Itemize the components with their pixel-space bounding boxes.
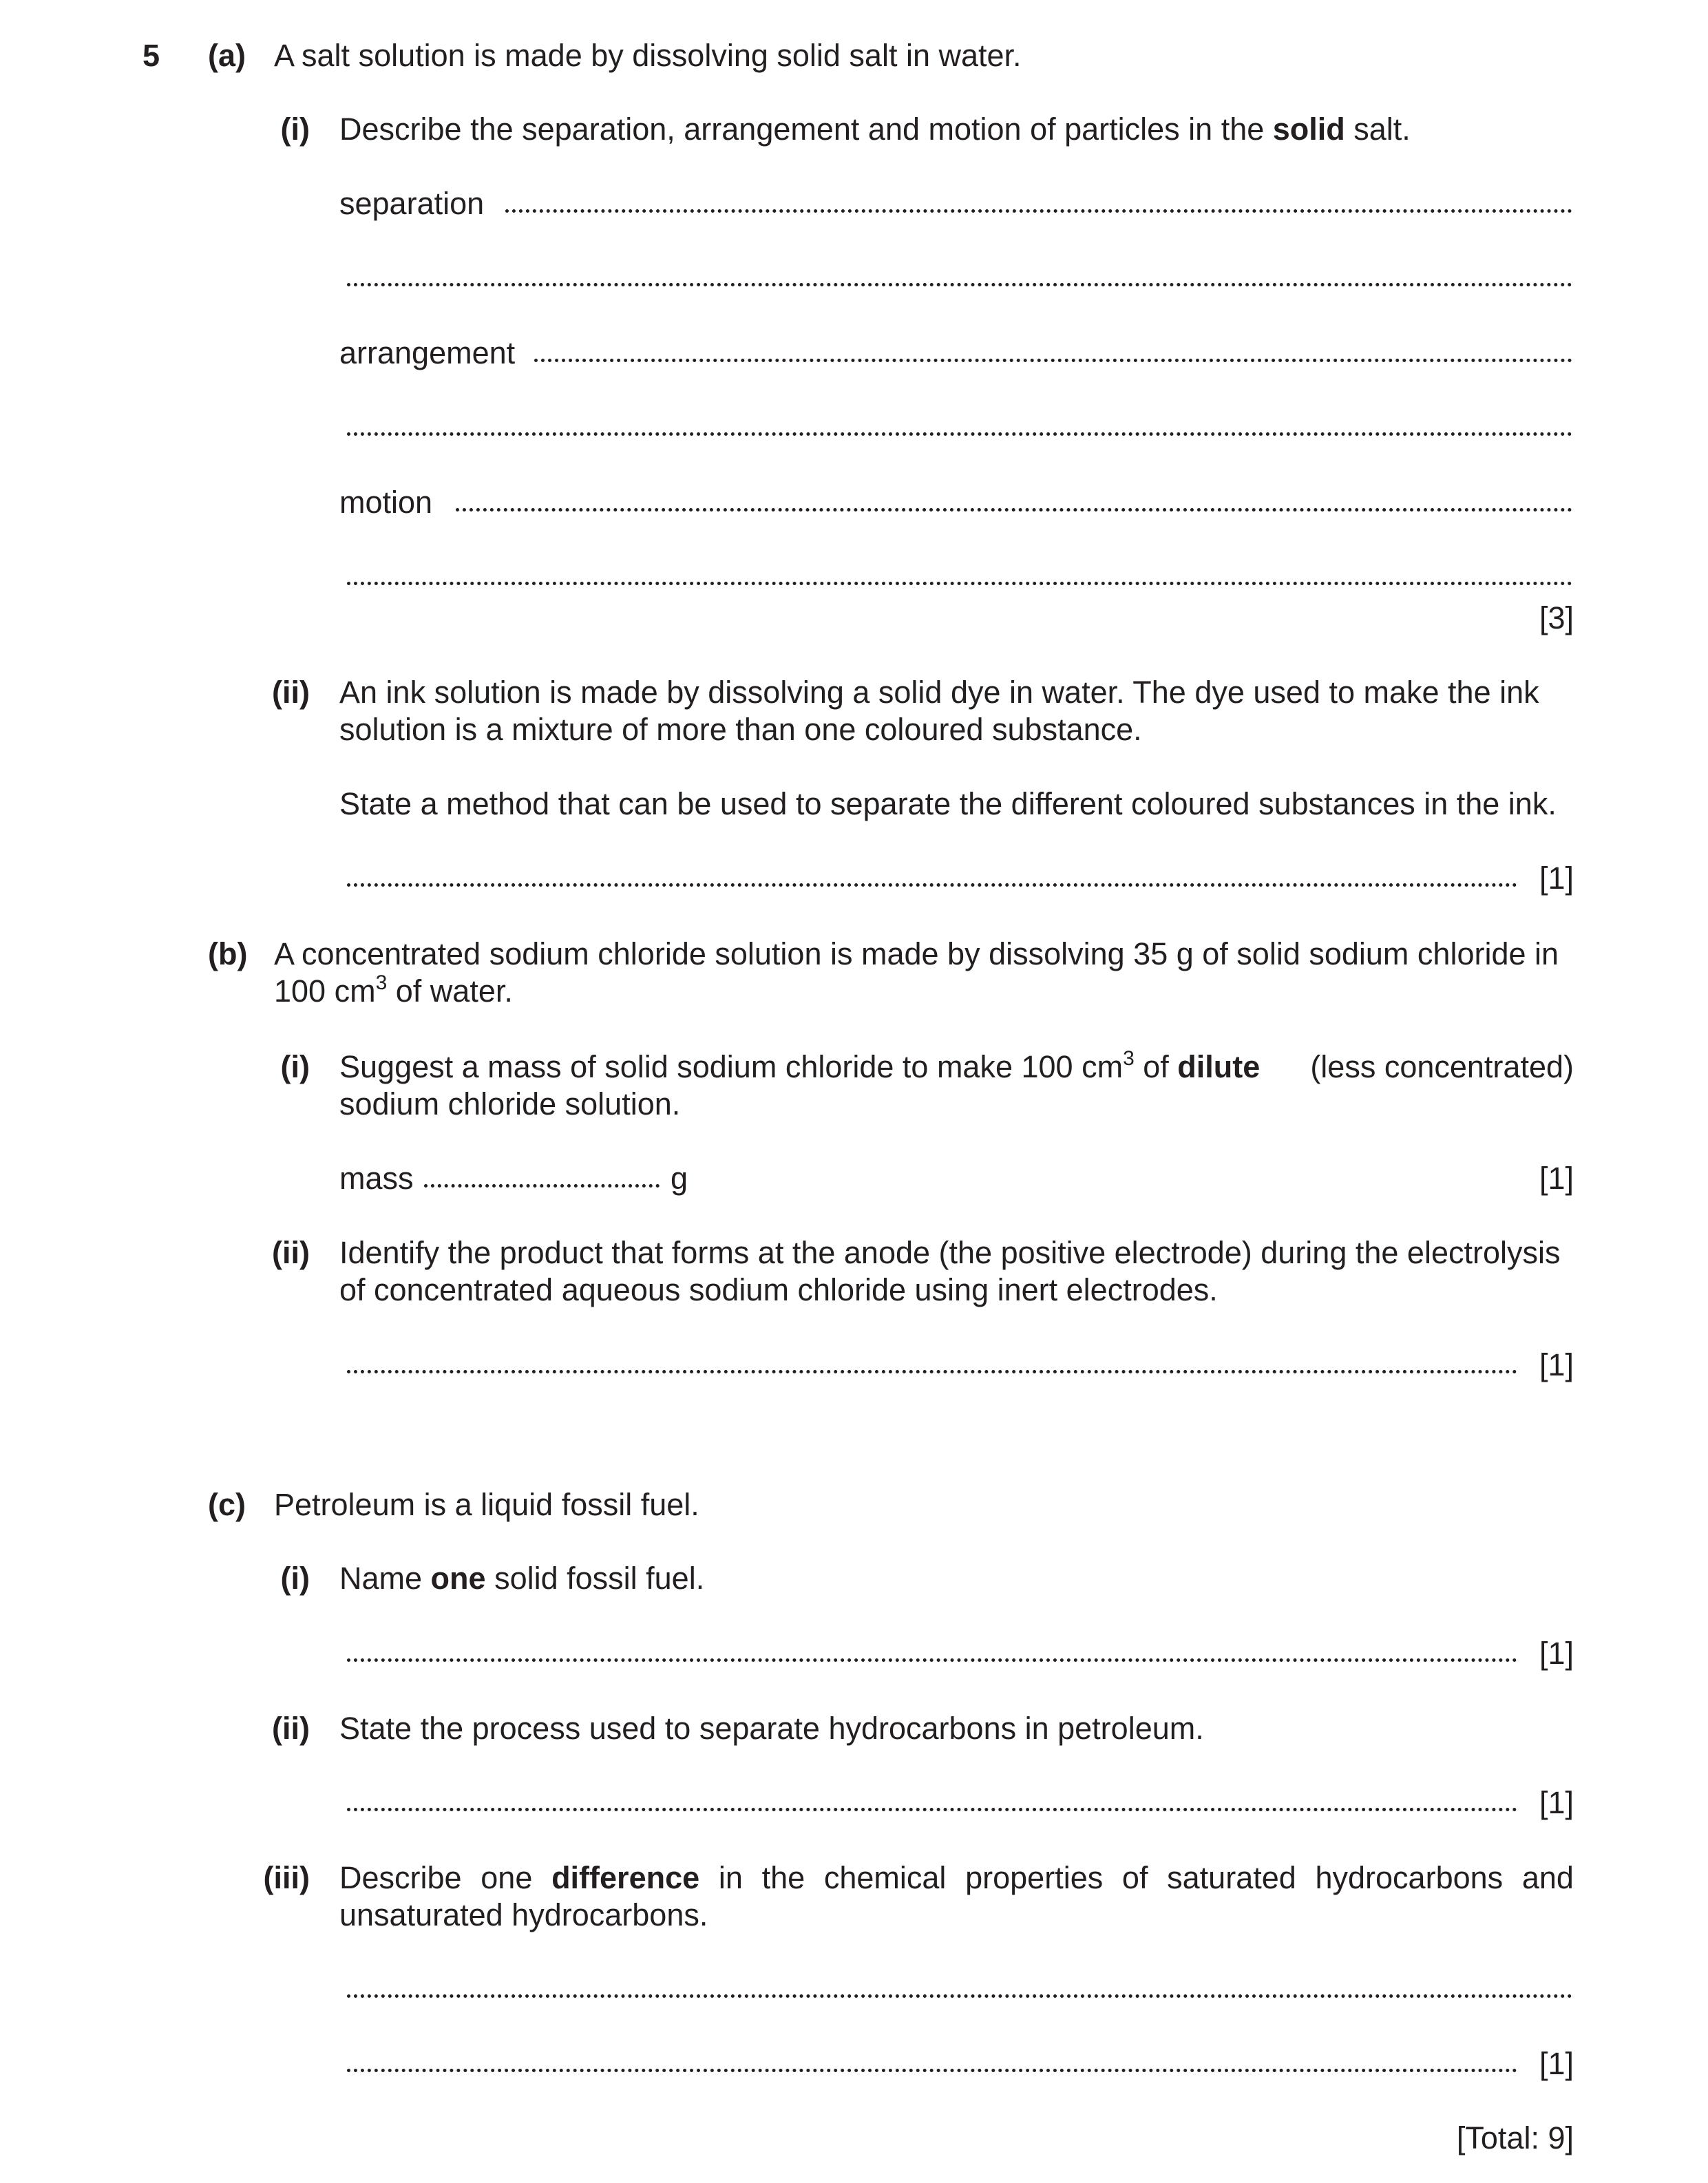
part-b-i-bold: dilute <box>1177 1049 1261 1084</box>
part-c-iii-word: and <box>1521 1860 1574 1895</box>
part-c-ii-question: State the process used to separate hydrocarbons in petroleum. <box>339 1711 1204 1746</box>
part-b-ii-answer-line[interactable] <box>347 1370 1517 1373</box>
motion-answer-line-1[interactable] <box>456 508 1572 512</box>
part-b-ii-marks: [1] <box>1539 1347 1574 1382</box>
part-c-i-question <box>339 1563 704 1594</box>
part-c-ii-label: (ii) <box>272 1711 310 1746</box>
part-b-i-line-1-mid: of <box>1134 1049 1178 1084</box>
part-c-iii-label: (iii) <box>263 1860 310 1895</box>
part-c-iii-bold-word: difference <box>551 1860 700 1895</box>
arrangement-answer-line-1[interactable] <box>534 359 1572 362</box>
part-c-iii-word: properties <box>965 1860 1104 1895</box>
part-b-line-1: A concentrated sodium chloride solution is made by dissolving 35 g of solid sodium chloride in <box>274 936 1559 971</box>
part-a-ii-marks: [1] <box>1539 861 1574 896</box>
mass-answer-line[interactable] <box>424 1184 660 1188</box>
part-c-i-text: Name <box>339 1561 431 1596</box>
part-c-i-label: (i) <box>280 1561 310 1596</box>
part-b-i-marks: [1] <box>1539 1161 1574 1196</box>
part-b-line-2-end: of water. <box>387 973 513 1009</box>
part-c-ii-marks: [1] <box>1539 1785 1574 1820</box>
separation-answer-line-1[interactable] <box>505 209 1572 213</box>
part-c-iii-word: saturated <box>1167 1860 1296 1895</box>
part-a-ii-instruction: State a method that can be used to separate the different coloured substances in the ink. <box>339 786 1557 821</box>
part-c-i-marks: [1] <box>1539 1636 1574 1671</box>
separation-label: separation <box>339 186 485 221</box>
part-b-i-line-2: sodium chloride solution. <box>339 1086 681 1121</box>
part-c-iii-word: of <box>1121 1860 1148 1895</box>
mass-unit: g <box>671 1161 688 1196</box>
part-c-i-answer-line[interactable] <box>347 1658 1517 1662</box>
part-c-iii-word: Describe <box>339 1860 462 1895</box>
part-a-ii-line-2: solution is a mixture of more than one coloured substance. <box>339 712 1142 747</box>
part-a-stem: A salt solution is made by dissolving solid salt in water. <box>274 38 1022 73</box>
question-number: 5 <box>143 38 160 73</box>
part-a-i-text-end: salt. <box>1345 112 1411 147</box>
part-a-ii-line-1-text: An ink solution is made by dissolving a solid dye in water. The dye used to make the ink <box>339 675 1539 710</box>
motion-label: motion <box>339 485 433 520</box>
part-a-i-label: (i) <box>280 112 310 147</box>
part-b-i-superscript: 3 <box>1123 1047 1135 1070</box>
total-marks: [Total: 9] <box>1456 2120 1574 2155</box>
part-b-superscript: 3 <box>375 971 388 994</box>
part-b-ii-label: (ii) <box>272 1235 310 1270</box>
part-a-i-text: Describe the separation, arrangement and motion of particles in the <box>339 112 1273 147</box>
part-c-iii-word: one <box>481 1860 533 1895</box>
part-c-iii-word: the <box>761 1860 805 1895</box>
part-a-ii-answer-line[interactable] <box>347 883 1517 887</box>
part-c-iii-word: hydrocarbons <box>1315 1860 1504 1895</box>
part-c-i-text-end: solid fossil fuel. <box>485 1561 705 1596</box>
part-b-i-line-1 <box>339 1047 1574 1084</box>
part-b-i-label: (i) <box>280 1049 310 1084</box>
part-c-label: (c) <box>208 1487 246 1522</box>
part-c-iii-answer-line-1[interactable] <box>347 1994 1572 1998</box>
part-b-i-line-1-text: Suggest a mass of solid sodium chloride to make 100 cm <box>339 1049 1124 1084</box>
part-c-i-bold: one <box>430 1561 486 1596</box>
part-a-ii-line-1 <box>339 677 1574 708</box>
part-c-iii-word: in <box>718 1860 743 1895</box>
motion-answer-line-2[interactable] <box>347 582 1572 585</box>
part-c-iii-line-2: unsaturated hydrocarbons. <box>339 1897 708 1932</box>
part-b-i-line-1-main <box>339 1047 1261 1084</box>
part-c-iii-answer-line-2[interactable] <box>347 2069 1517 2072</box>
part-b-line-2-text: 100 cm <box>274 973 376 1009</box>
part-b-ii-line-2: of concentrated aqueous sodium chloride using inert electrodes. <box>339 1272 1218 1307</box>
mass-label: mass <box>339 1161 414 1196</box>
part-c-iii-marks: [1] <box>1539 2046 1574 2081</box>
part-a-ii-label: (ii) <box>272 675 310 710</box>
part-c-iii-line-1 <box>339 1862 1574 1893</box>
part-b-label: (b) <box>208 936 248 971</box>
separation-answer-line-2[interactable] <box>347 283 1572 286</box>
part-a-i-question <box>339 114 1411 145</box>
part-a-i-bold: solid <box>1272 112 1345 147</box>
part-b-line-2 <box>274 971 513 1009</box>
part-b-ii-line-1: Identify the product that forms at the anode (the positive electrode) during the electrolysis <box>339 1235 1561 1270</box>
part-c-iii-word: chemical <box>823 1860 947 1895</box>
arrangement-label: arrangement <box>339 335 516 370</box>
arrangement-answer-line-2[interactable] <box>347 432 1572 436</box>
part-c-ii-answer-line[interactable] <box>347 1808 1517 1811</box>
part-b-i-line-1-end: (less concentrated) <box>1310 1049 1574 1084</box>
part-a-i-marks: [3] <box>1539 600 1574 635</box>
part-c-stem: Petroleum is a liquid fossil fuel. <box>274 1487 699 1522</box>
part-a-label: (a) <box>208 38 246 73</box>
